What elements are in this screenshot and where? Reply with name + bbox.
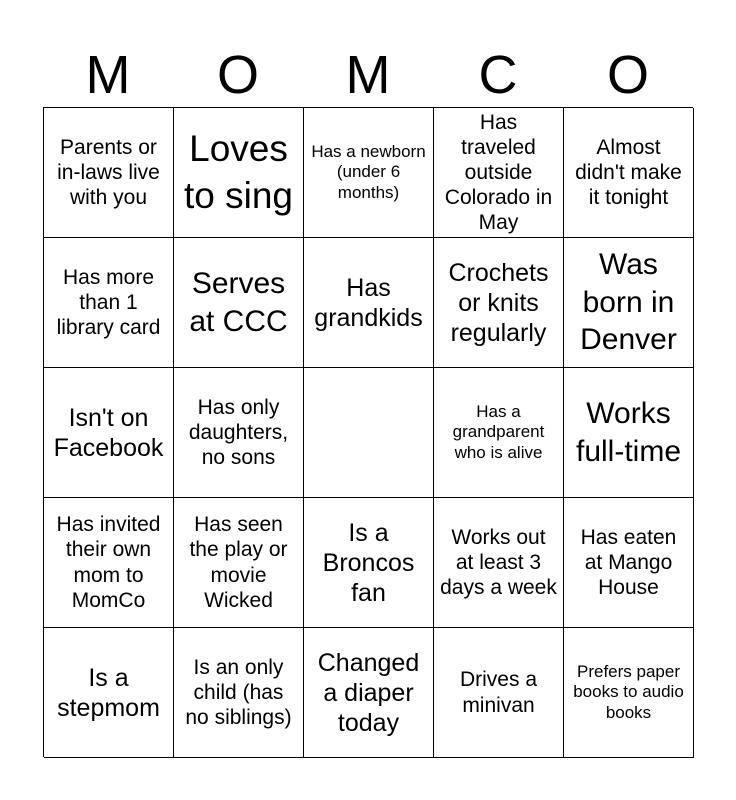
bingo-cell[interactable]: Is a Broncos fan — [304, 498, 434, 628]
bingo-cell[interactable]: Has eaten at Mango House — [564, 498, 694, 628]
bingo-cell[interactable]: Almost didn't make it tonight — [564, 108, 694, 238]
header-letter-m: M — [85, 45, 131, 105]
header-letter-o: O — [216, 45, 259, 105]
bingo-cell[interactable]: Has grandkids — [304, 238, 434, 368]
bingo-cell[interactable]: Was born in Denver — [564, 238, 694, 368]
bingo-grid — [43, 107, 693, 757]
bingo-cell[interactable]: Is a stepmom — [44, 628, 174, 758]
bingo-cell[interactable]: Has seen the play or movie Wicked — [174, 498, 304, 628]
bingo-cell[interactable]: Has traveled outside Colorado in May — [434, 108, 564, 238]
free-space-cell[interactable] — [304, 368, 434, 498]
bingo-cell[interactable]: Is an only child (has no siblings) — [174, 628, 304, 758]
bingo-cell[interactable]: Has a newborn (under 6 months) — [304, 108, 434, 238]
header-letter-o-2: O — [606, 45, 649, 105]
bingo-cell[interactable]: Isn't on Facebook — [44, 368, 174, 498]
header-letter-c: C — [478, 45, 518, 105]
bingo-cell[interactable]: Prefers paper books to audio books — [564, 628, 694, 758]
bingo-cell[interactable]: Works full-time — [564, 368, 694, 498]
bingo-cell[interactable]: Drives a minivan — [434, 628, 564, 758]
bingo-cell[interactable]: Crochets or knits regularly — [434, 238, 564, 368]
bingo-cell[interactable]: Works out at least 3 days a week — [434, 498, 564, 628]
bingo-cell[interactable]: Has a grandparent who is alive — [434, 368, 564, 498]
bingo-cell[interactable]: Has invited their own mom to MomCo — [44, 498, 174, 628]
bingo-cell[interactable]: Loves to sing — [174, 108, 304, 238]
bingo-cell[interactable]: Has more than 1 library card — [44, 238, 174, 368]
bingo-cell[interactable]: Has only daughters, no sons — [174, 368, 304, 498]
bingo-cell[interactable]: Parents or in-laws live with you — [44, 108, 174, 238]
bingo-header — [43, 42, 693, 108]
bingo-cell[interactable]: Serves at CCC — [174, 238, 304, 368]
header-letter-m-2: M — [345, 45, 391, 105]
bingo-cell[interactable]: Changed a diaper today — [304, 628, 434, 758]
